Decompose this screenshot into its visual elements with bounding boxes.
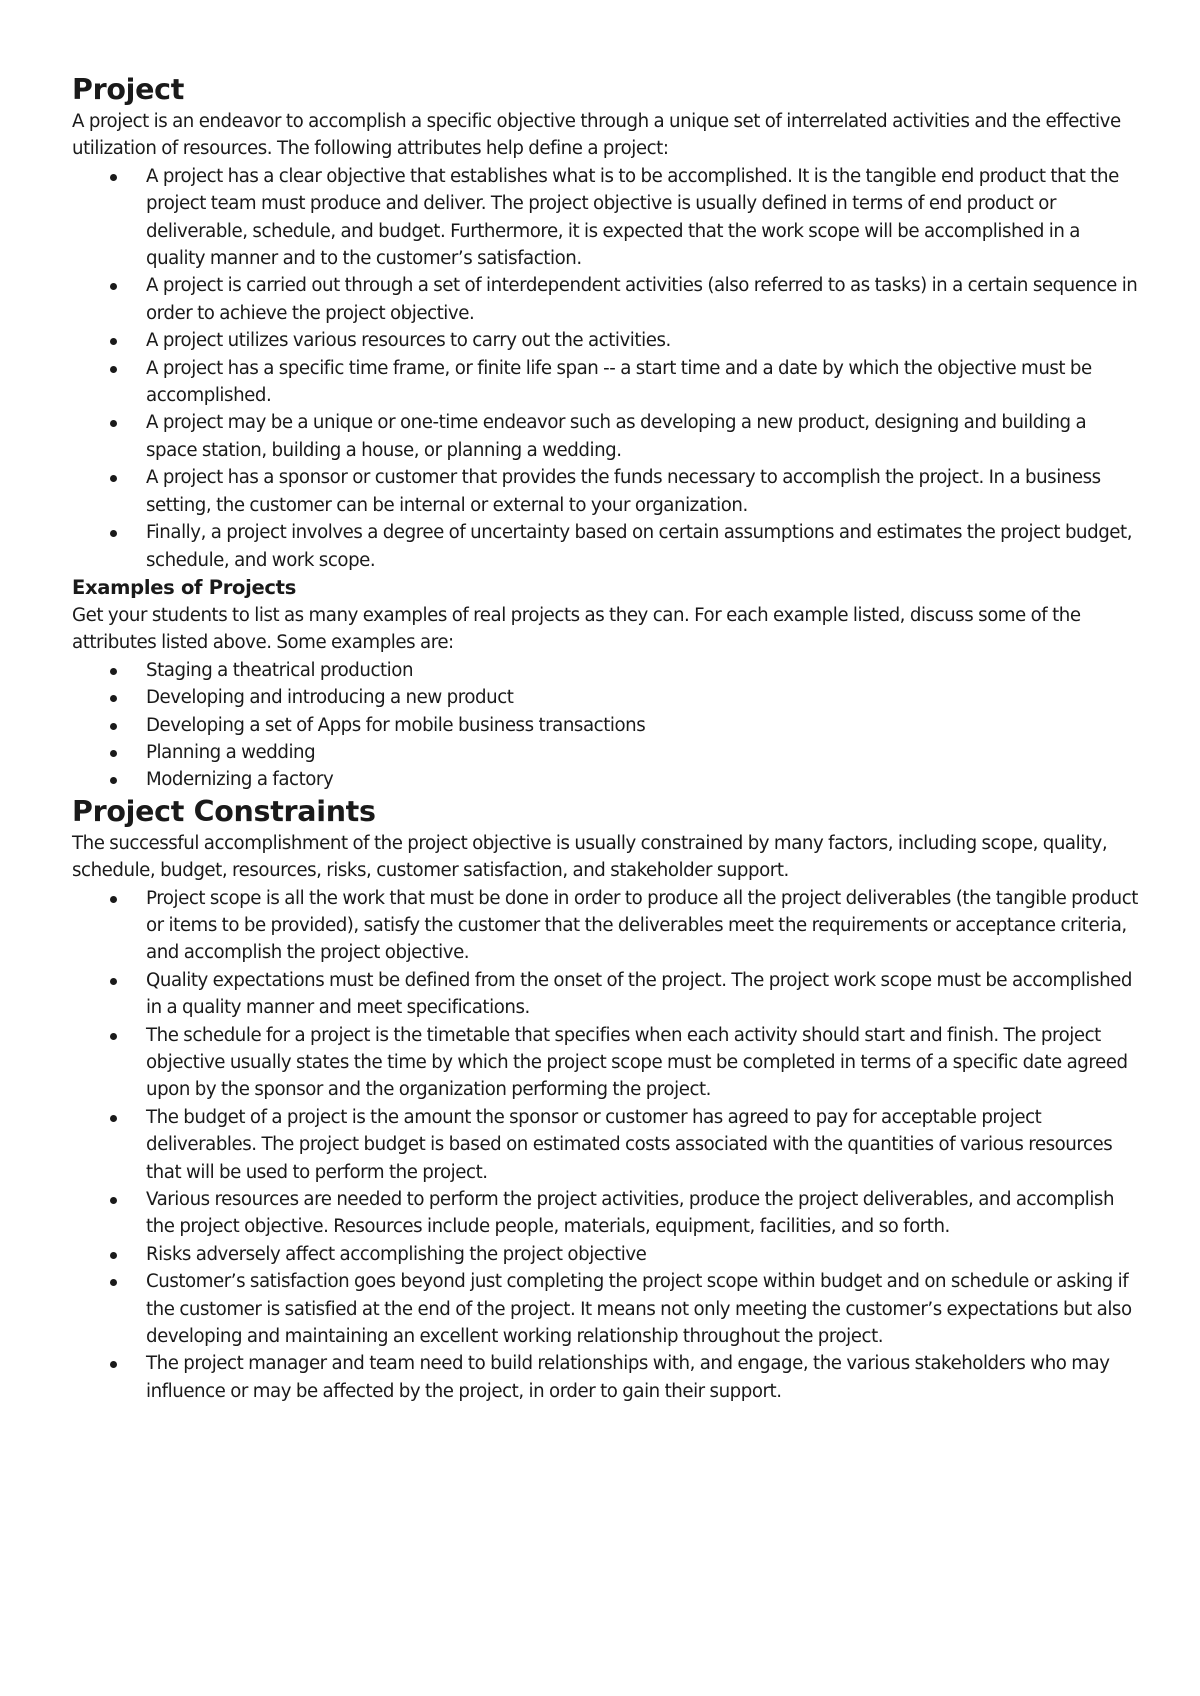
list-item-text: A project may be a unique or one-time endeavor such as developing a new product, designing and building a space station, building a house, or planning a wedding.	[146, 412, 1087, 461]
list-item-text: A project utilizes various resources to carry out the activities.	[146, 330, 671, 352]
bullet-icon	[110, 1033, 117, 1040]
bullet-icon	[110, 420, 117, 427]
list-item-text: Staging a theatrical production	[146, 659, 414, 681]
list-item-text: Project scope is all the work that must be done in order to produce all the project deliverables (the tangible product or items to be provided), satisfy the customer that the deliverables meet the requirements or acceptance criteria, and accomplish the project objective.	[146, 887, 1138, 964]
list-item	[72, 657, 1140, 684]
list-item	[72, 1241, 1140, 1268]
list-item-text: Various resources are needed to perform the project activities, produce the project deliverables, and accomplish the project objective. Resources include people, materials, equipment, facilities, and so forth.	[146, 1189, 1115, 1238]
bullet-icon	[110, 1361, 117, 1368]
bullet-icon	[110, 723, 117, 730]
list-item-text: Developing a set of Apps for mobile business transactions	[146, 714, 646, 736]
bullet-icon	[110, 695, 117, 702]
section-examples	[72, 574, 1140, 794]
list-item-text: A project has a specific time frame, or finite life span -- a start time and a date by which the objective must be accomplished.	[146, 357, 1092, 407]
section-project	[72, 72, 1140, 574]
bullet-icon	[110, 1279, 117, 1286]
list-item	[72, 1104, 1140, 1186]
list-item	[72, 766, 1140, 793]
examples-intro: Get your students to list as many examples of real projects as they can. For each example listed, discuss some of the attributes listed above. Some examples are:	[72, 604, 1081, 654]
project-attributes-list	[72, 163, 1140, 574]
project-intro: A project is an endeavor to accomplish a specific objective through a unique set of interrelated activities and the effective utilization of resources. The following attributes help define a project:	[72, 111, 1121, 160]
constraints-intro: The successful accomplishment of the project objective is usually constrained by many factors, including scope, quality, schedule, budget, resources, risks, customer satisfaction, and stakeholder support.	[72, 832, 1108, 882]
list-item	[72, 355, 1140, 410]
heading-examples: Examples of Projects	[72, 575, 297, 599]
constraints-list	[72, 885, 1140, 1406]
list-item-text: Finally, a project involves a degree of uncertainty based on certain assumptions and estimates the project budget, schedule, and work scope.	[146, 522, 1133, 571]
bullet-icon	[110, 338, 117, 345]
section-constraints	[72, 794, 1140, 1406]
list-item	[72, 739, 1140, 766]
heading-project-constraints: Project Constraints	[72, 794, 376, 828]
list-item	[72, 464, 1140, 519]
list-item-text: Modernizing a factory	[146, 769, 334, 791]
list-item	[72, 684, 1140, 711]
bullet-icon	[110, 1252, 117, 1259]
list-item-text: The budget of a project is the amount the sponsor or customer has agreed to pay for acceptable project deliverables. The project budget is based on estimated costs associated with the quantities of various resources that will be used to perform the project.	[146, 1106, 1113, 1183]
list-item	[72, 409, 1140, 464]
bullet-icon	[110, 174, 117, 181]
list-item-text: Developing and introducing a new product	[146, 687, 514, 709]
bullet-icon	[110, 750, 117, 757]
bullet-icon	[110, 777, 117, 784]
list-item-text: Quality expectations must be defined from the onset of the project. The project work scope must be accomplished in a quality manner and meet specifications.	[146, 969, 1132, 1019]
list-item-text: Planning a wedding	[146, 741, 316, 763]
document-page	[72, 72, 1140, 1405]
list-item	[72, 519, 1140, 574]
list-item-text: Customer’s satisfaction goes beyond just completing the project scope within budget and on schedule or asking if the customer is satisfied at the end of the project. It means not only meeting the customer’s expectations but also developing and maintaining an excellent working relationship throughout the project.	[146, 1271, 1132, 1348]
bullet-icon	[110, 283, 117, 290]
list-item-text: The schedule for a project is the timetable that specifies when each activity should start and finish. The project objective usually states the time by which the project scope must be completed in terms of a specific date agreed upon by the sponsor and the organization performing the project.	[146, 1024, 1128, 1101]
list-item	[72, 885, 1140, 967]
bullet-icon	[110, 530, 117, 537]
list-item	[72, 1186, 1140, 1241]
bullet-icon	[110, 475, 117, 482]
bullet-icon	[110, 896, 117, 903]
bullet-icon	[110, 668, 117, 675]
list-item-text: A project has a sponsor or customer that provides the funds necessary to accomplish the project. In a business setting, the customer can be internal or external to your organization.	[146, 467, 1101, 516]
list-item	[72, 1268, 1140, 1350]
list-item-text: A project has a clear objective that establishes what is to be accomplished. It is the tangible end product that the project team must produce and deliver. The project objective is usually defined in terms of end product or deliverable, schedule, and budget. Furthermore, it is expected that the work scope will be accomplished in a quality manner and to the customer’s satisfaction.	[146, 165, 1119, 270]
bullet-icon	[110, 978, 117, 985]
bullet-icon	[110, 1115, 117, 1122]
list-item	[72, 1022, 1140, 1104]
list-item	[72, 967, 1140, 1022]
list-item	[72, 272, 1140, 327]
heading-project: Project	[72, 73, 185, 106]
list-item	[72, 327, 1140, 354]
bullet-icon	[110, 1197, 117, 1204]
list-item	[72, 712, 1140, 739]
list-item-text: A project is carried out through a set of interdependent activities (also referred to as tasks) in a certain sequence in order to achieve the project objective.	[146, 275, 1138, 324]
list-item	[72, 163, 1140, 273]
bullet-icon	[110, 366, 117, 373]
list-item-text: Risks adversely affect accomplishing the project objective	[146, 1243, 647, 1265]
list-item	[72, 1350, 1140, 1405]
examples-list	[72, 657, 1140, 794]
list-item-text: The project manager and team need to build relationships with, and engage, the various stakeholders who may influence or may be affected by the project, in order to gain their support.	[146, 1353, 1110, 1402]
